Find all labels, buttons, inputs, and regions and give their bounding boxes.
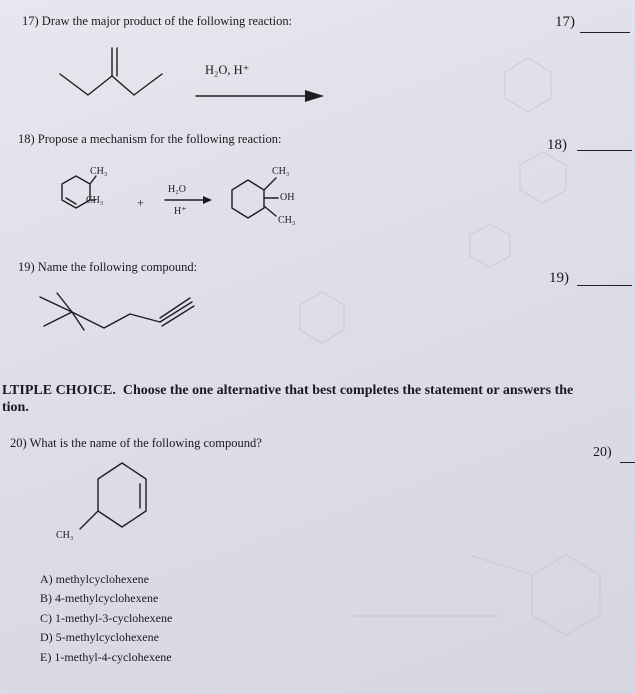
product-methyl-bottom-label: CH₃	[278, 215, 296, 226]
product-methyl-top-label: CH₃	[272, 166, 290, 177]
answer-number-18: 18)	[547, 137, 567, 153]
q17-alkene-structure	[60, 48, 162, 95]
option-e[interactable]: E) 1-methyl-4-cyclohexene	[40, 650, 172, 664]
methyl-substituent-label: CH₃	[56, 530, 74, 541]
question-19-text: 19) Name the following compound:	[18, 260, 198, 274]
section-header: LTIPLE CHOICE. Choose the one alternative that best completes the statement or answers the	[2, 383, 574, 398]
q17-reaction-arrow	[196, 90, 324, 102]
q20-cyclohexene-structure	[80, 463, 146, 529]
q18-reactant-ring	[62, 176, 96, 208]
option-c[interactable]: C) 1-methyl-3-cyclohexene	[40, 611, 173, 625]
product-hydroxyl-label: OH	[280, 192, 295, 203]
answer-number-20: 20)	[593, 445, 612, 460]
reactant-methyl-side-label: CH₃	[86, 195, 104, 206]
question-20-text: 20) What is the name of the following compound?	[10, 436, 262, 450]
reagent-label-17: H₂O, H⁺	[205, 63, 250, 77]
option-b[interactable]: B) 4-methylcyclohexene	[40, 591, 159, 605]
question-18-text: 18) Propose a mechanism for the following reaction:	[18, 132, 282, 146]
bleed-through-marks	[300, 58, 600, 635]
answer-number-17: 17)	[555, 14, 575, 30]
plus-sign: +	[137, 196, 145, 210]
q19-alkyne-structure	[40, 293, 194, 330]
q18-product-ring	[232, 178, 278, 218]
reagent-water-label: H₂O	[168, 184, 186, 195]
q18-reaction-arrow	[165, 196, 212, 204]
section-header-continuation: tion.	[2, 400, 29, 415]
option-a[interactable]: A) methylcyclohexene	[40, 572, 149, 586]
question-17-text: 17) Draw the major product of the following reaction:	[22, 14, 293, 28]
answer-number-19: 19)	[549, 270, 569, 286]
reagent-acid-label: H⁺	[174, 206, 187, 217]
reactant-methyl-top-label: CH₃	[90, 166, 108, 177]
option-d[interactable]: D) 5-methylcyclohexene	[40, 630, 159, 644]
